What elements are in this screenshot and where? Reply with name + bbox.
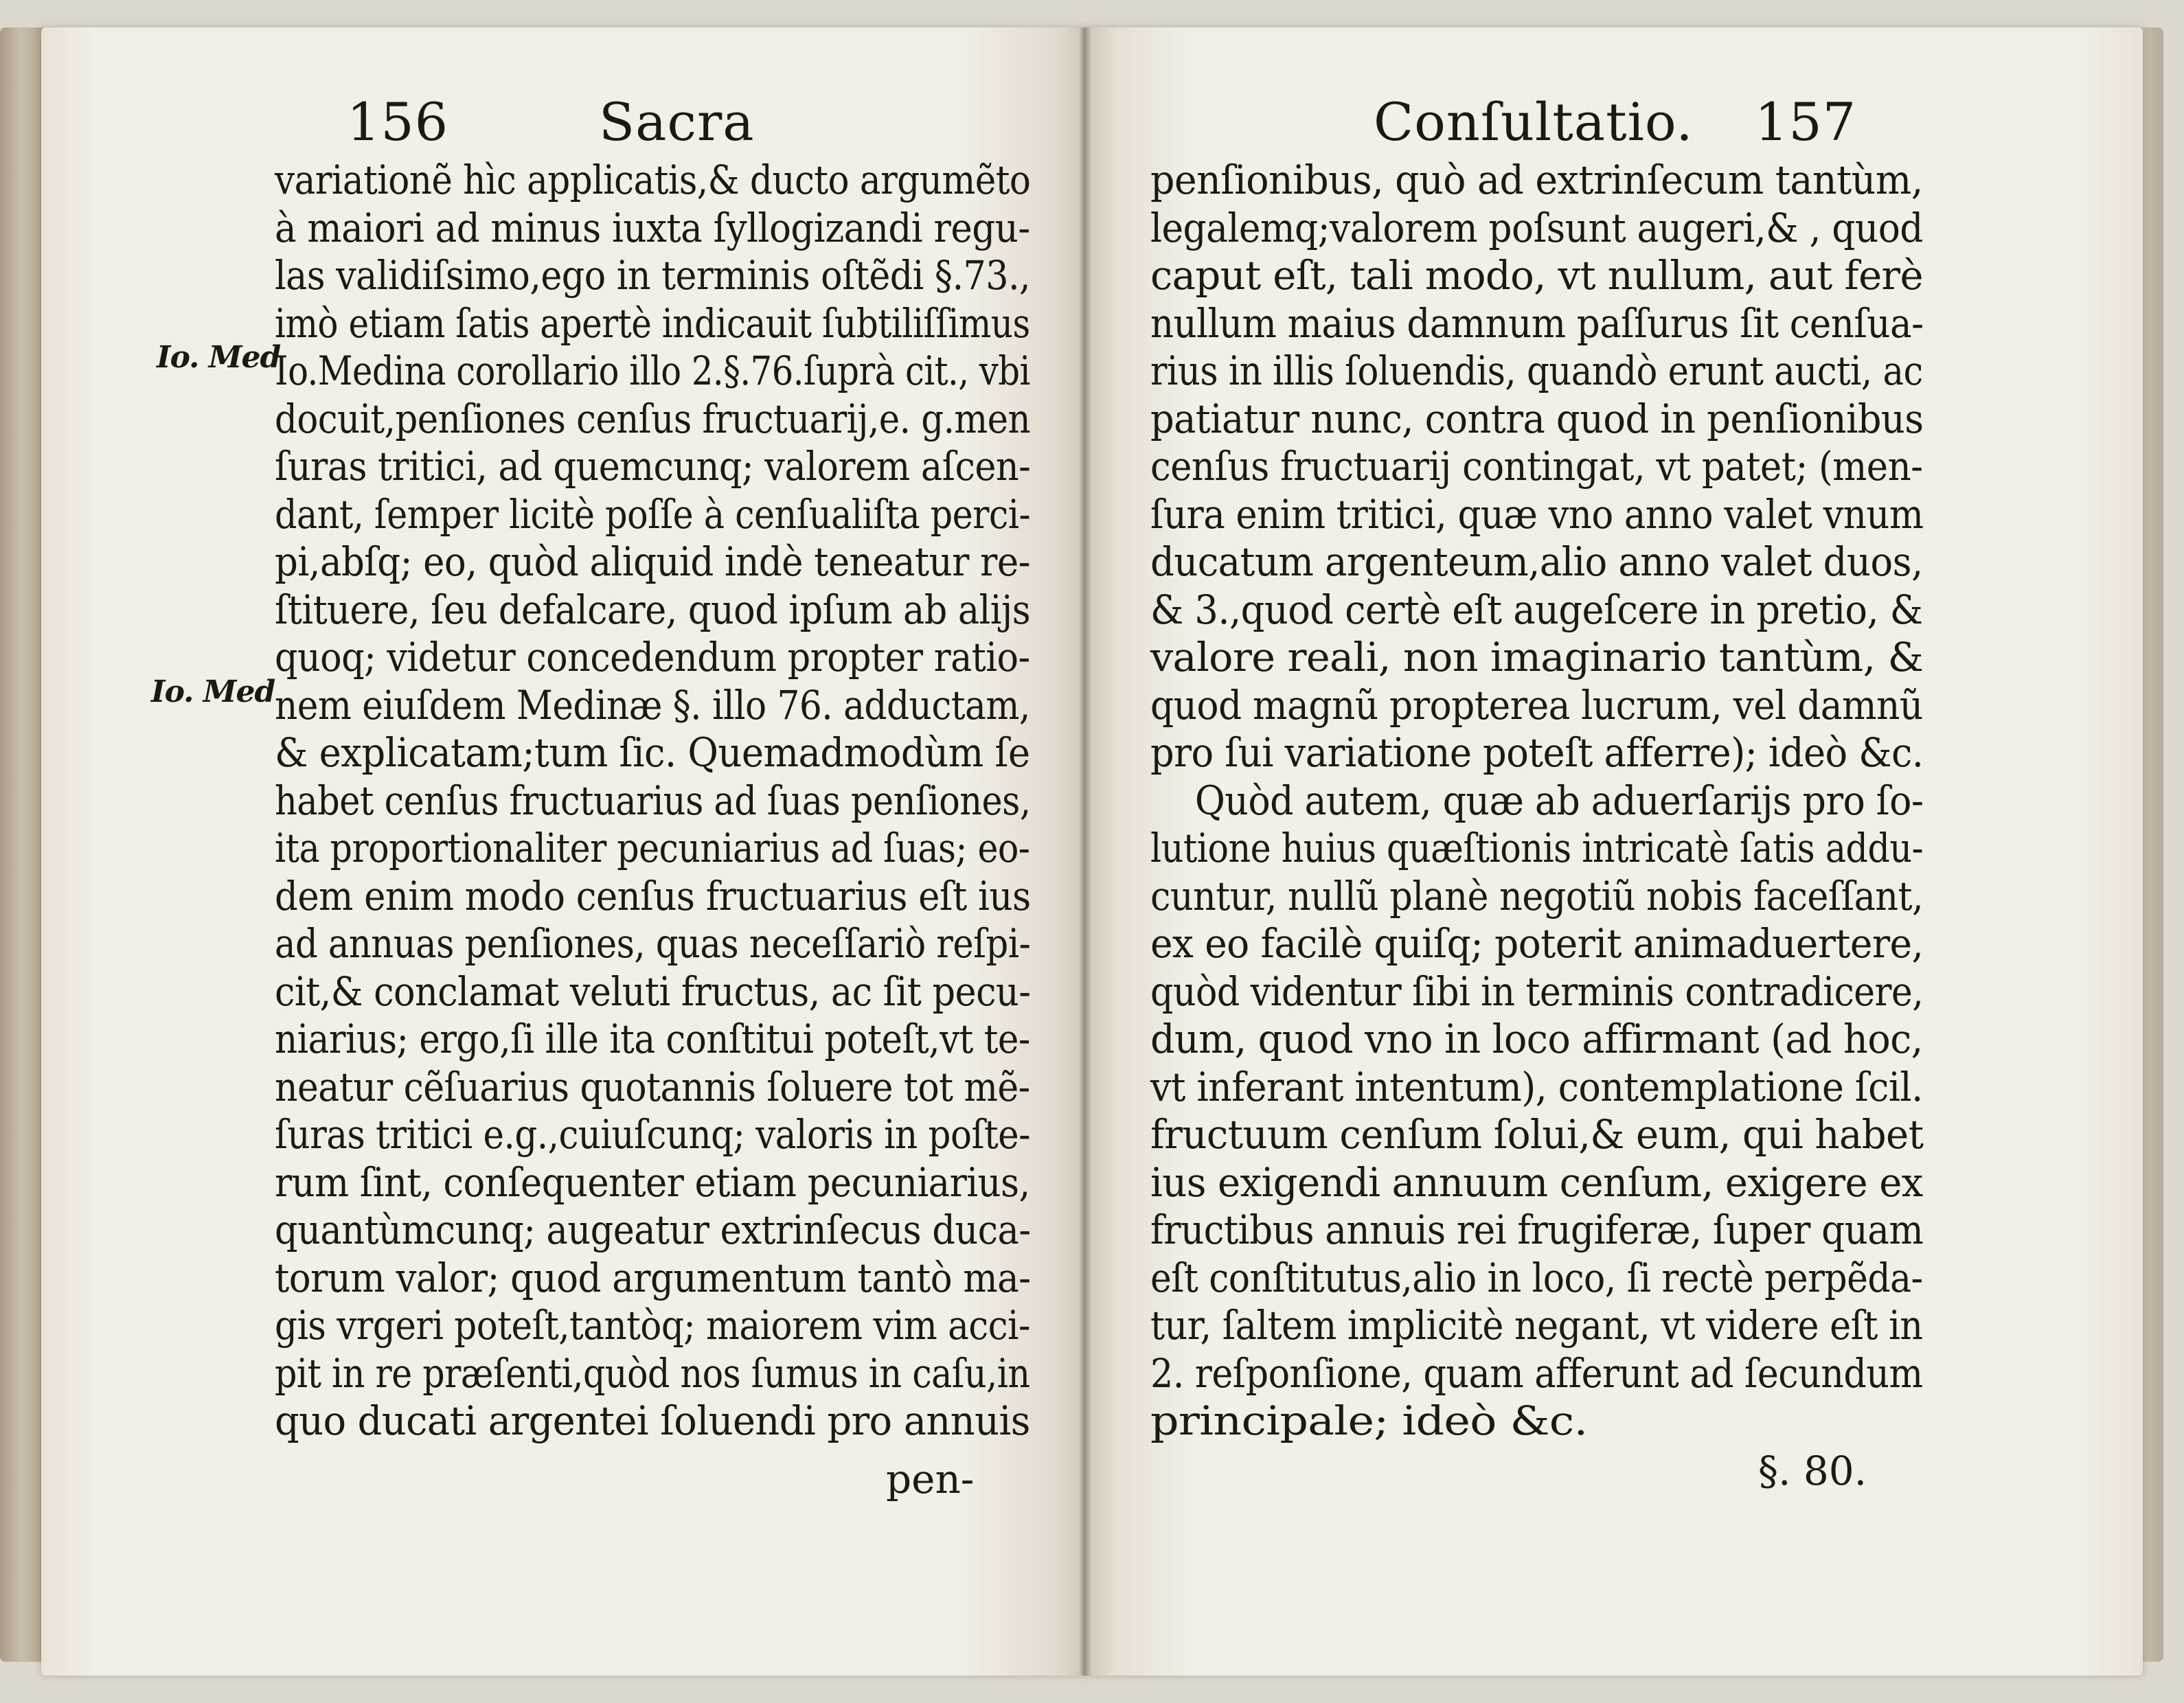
text-line: 2. reſponſione, quam afferunt ad ſecundum	[1150, 1349, 1923, 1397]
text-line: dant, ſemper licitè poſſe à cenſualiſta perci-	[275, 490, 1031, 538]
text-line: patiatur nunc, contra quod in penſionibus	[1150, 395, 1924, 442]
left-catchword: pen-	[886, 1456, 975, 1502]
text-line: quòd videntur ſibi in terminis contradicere,	[1150, 968, 1924, 1015]
text-line: Quòd autem, quæ ab aduerſarijs pro ſo-	[1194, 777, 1924, 824]
text-line: cit,& conclamat veluti fructus, ac ſit pecu-	[275, 968, 1031, 1015]
text-line: rum ſint, conſequenter etiam pecuniarius,	[275, 1158, 1030, 1206]
margin-note: Io. Med	[157, 340, 281, 375]
text-line: ſuras tritici, ad quemcunq; valorem aſcen-	[275, 443, 1031, 490]
text-line: Io.Medina corollario illo 2.§.76.ſuprà cit., vbi	[275, 347, 1030, 394]
text-line: neatur cẽſuarius quotannis ſoluere tot mẽ-	[275, 1063, 1030, 1110]
text-line: ita proportionaliter pecuniarius ad ſuas; eo-	[275, 825, 1030, 871]
text-line: las validiſsimo,ego in terminis oſtẽdi §.73.,	[275, 252, 1031, 299]
text-line: ius exigendi annuum cenſum, exigere ex	[1150, 1158, 1923, 1206]
text-line: cuntur, nullũ planè negotiũ nobis faceſſant,	[1150, 872, 1924, 919]
text-line: ex eo facilè quiſq; poterit animaduertere,	[1150, 920, 1924, 967]
text-line: fructibus annuis rei frugiferæ, ſuper quam	[1150, 1207, 1924, 1253]
text-line: imò etiam ſatis apertè indicauit ſubtiliſſimus	[275, 299, 1030, 347]
text-line: variationẽ hìc applicatis,& ducto argumẽto	[275, 157, 1031, 203]
text-line: valore reali, non imaginario tantùm, &	[1150, 634, 1924, 681]
text-line: principale; ideò &c.	[1150, 1397, 1588, 1444]
margin-note: Io. Med	[151, 674, 275, 709]
text-line: quoq; videtur concedendum propter ratio-	[275, 634, 1030, 681]
text-line: cenſus fructuarij contingat, vt patet; (men-	[1150, 443, 1923, 490]
text-line: dum, quod vno in loco affirmant (ad hoc,	[1150, 1016, 1923, 1062]
text-line: nem eiuſdem Medinæ §. illo 76. adductam,	[275, 681, 1030, 729]
text-line: niarius; ergo,ſi ille ita conſtitui poteſt,vt te-	[275, 1016, 1030, 1062]
text-line: torum valor; quod argumentum tantò ma-	[275, 1254, 1031, 1301]
right-page-number: 157	[1755, 91, 1857, 152]
right-running-title: Conſultatio.	[1374, 91, 1694, 152]
text-line: habet cenſus fructuarius ad ſuas penſiones,	[275, 777, 1031, 824]
text-line: tur, ſaltem implicitè negant, vt videre eſt in	[1150, 1302, 1923, 1349]
text-line: quo ducati argentei ſoluendi pro annuis	[275, 1397, 1030, 1444]
text-line: rius in illis ſoluendis, quandò erunt aucti, ac	[1150, 347, 1923, 394]
text-line: ſtituere, ſeu defalcare, quod ipſum ab alijs	[275, 586, 1031, 633]
left-page-number: 156	[347, 91, 449, 152]
text-line: à maiori ad minus iuxta ſyllogizandi regu-	[275, 204, 1030, 251]
text-line: gis vrgeri poteſt,tantòq; maiorem vim acci-	[275, 1302, 1030, 1349]
text-line: dem enim modo cenſus fructuarius eſt ius	[275, 872, 1031, 919]
text-line: ducatum argenteum,alio anno valet duos,	[1150, 538, 1923, 585]
text-line: eſt conſtitutus,alio in loco, ſi rectè perpẽda-	[1150, 1254, 1923, 1301]
text-line: quod magnũ propterea lucrum, vel damnũ	[1150, 681, 1923, 729]
text-line: pi,abſq; eo, quòd aliquid indè teneatur re-	[275, 538, 1030, 585]
text-line: ſuras tritici e.g.,cuiuſcunq; valoris in poſte-	[275, 1111, 1030, 1158]
text-line: lutione huius quæſtionis intricatè ſatis addu-	[1150, 825, 1924, 871]
text-line: caput eſt, tali modo, vt nullum, aut ferè	[1150, 252, 1923, 299]
text-line: penſionibus, quò ad extrinſecum tantùm,	[1150, 157, 1923, 203]
text-line: ſura enim tritici, quæ vno anno valet vnum	[1150, 490, 1924, 538]
text-line: vt inferant intentum), contemplatione ſcil.	[1150, 1063, 1923, 1110]
text-line: pit in re præſenti,quòd nos ſumus in caſu,in	[275, 1349, 1030, 1397]
text-line: pro ſui variatione poteſt afferre); ideò &c.	[1150, 729, 1924, 776]
text-line: fructuum cenſum ſolui,& eum, qui habet	[1150, 1111, 1924, 1158]
right-text-column	[1150, 157, 2034, 1445]
text-line: & explicatam;tum ſic. Quemadmodùm ſe	[275, 729, 1030, 776]
text-line: quantùmcunq; augeatur extrinſecus duca-	[275, 1207, 1031, 1253]
text-line: docuit,penſiones cenſus fructuarij,e. g.men	[275, 395, 1031, 442]
right-catchword: §. 80.	[1758, 1448, 1867, 1494]
left-text-column	[275, 157, 1158, 1445]
text-line: ad annuas penſiones, quas neceſſariò reſpi-	[275, 920, 1031, 967]
text-line: nullum maius damnum paſſurus ſit cenſua-	[1150, 299, 1924, 347]
left-running-title: Sacra	[599, 91, 755, 152]
text-line: & 3.,quod certè eſt augeſcere in pretio, &	[1150, 586, 1923, 633]
text-line: legalemq;valorem poſsunt augeri,& , quod	[1150, 204, 1923, 251]
